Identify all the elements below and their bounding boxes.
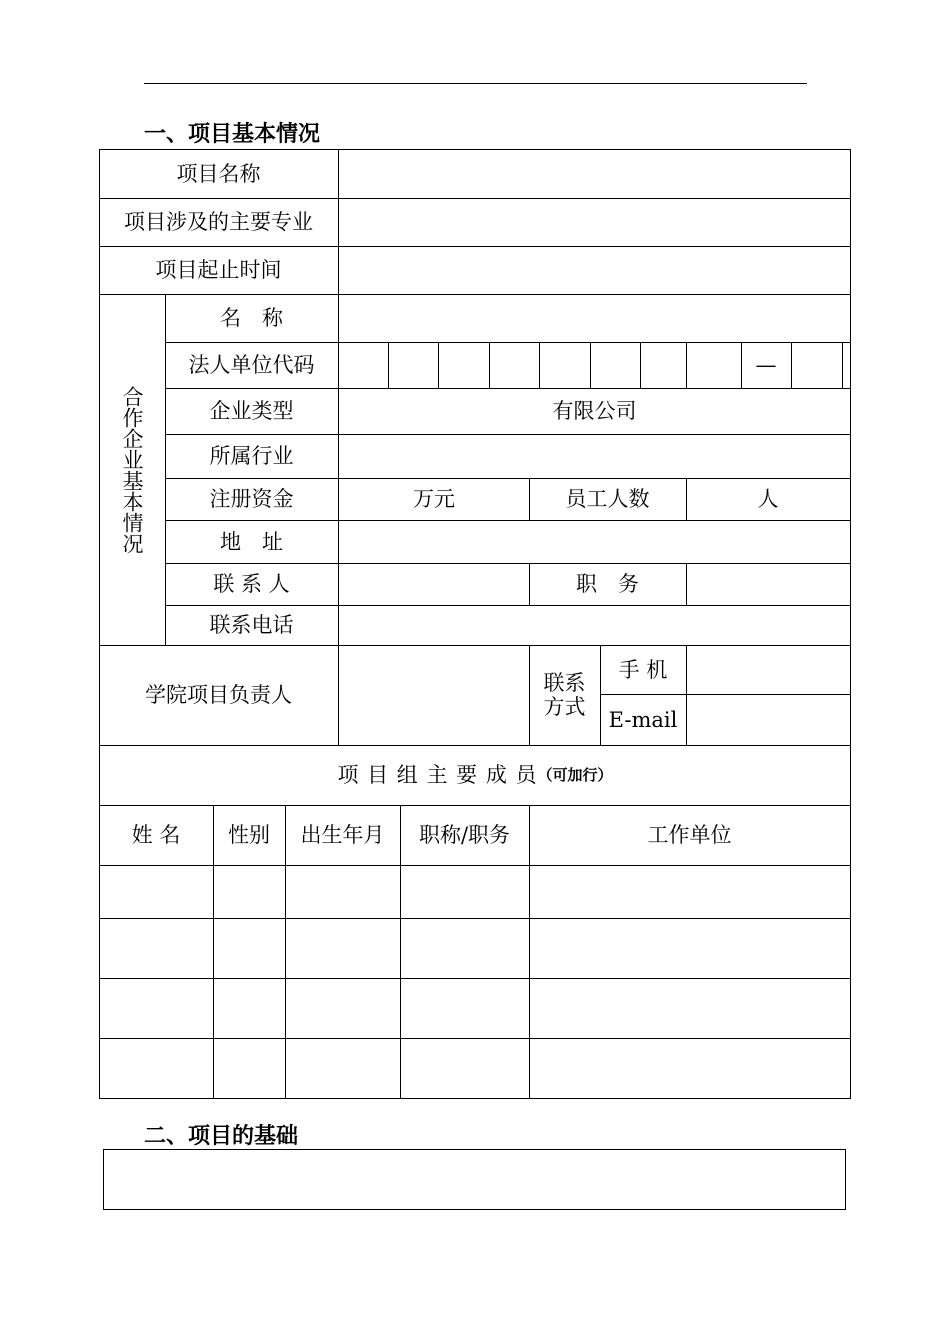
staff-label: 员工人数 — [565, 487, 650, 511]
period-field[interactable] — [339, 247, 850, 294]
section-2-title: 二、项目的基础 — [144, 1124, 299, 1149]
col-unit-header: 工作单位 — [647, 823, 732, 847]
capital-label: 注册资金 — [209, 487, 294, 511]
legal-code-label: 法人单位代码 — [188, 353, 315, 377]
legal-code-dash: — — [755, 353, 777, 377]
major-label: 项目涉及的主要专业 — [124, 210, 313, 234]
leader-label: 学院项目负责人 — [145, 683, 292, 707]
col-title-header: 职称/职务 — [418, 823, 511, 847]
phone-label: 联系电话 — [209, 613, 294, 637]
project-basis-field[interactable] — [103, 1149, 846, 1210]
project-name-field[interactable] — [339, 150, 850, 198]
company-type-label: 企业类型 — [209, 399, 294, 423]
contact-person-field[interactable] — [339, 564, 529, 605]
company-type-value[interactable]: 有限公司 — [552, 399, 637, 423]
partner-name-label: 名 称 — [220, 306, 283, 330]
partner-group-label: 合作企业基本情况 — [120, 385, 144, 554]
col-name-header: 姓 名 — [131, 823, 181, 847]
table-row[interactable] — [100, 979, 850, 1038]
email-field[interactable] — [687, 695, 850, 745]
mobile-field[interactable] — [687, 646, 850, 694]
period-label: 项目起止时间 — [155, 258, 282, 282]
contact-person-label: 联 系 人 — [213, 572, 290, 596]
position-field[interactable] — [687, 564, 850, 605]
staff-unit[interactable]: 人 — [757, 487, 779, 511]
address-label: 地 址 — [220, 529, 283, 554]
industry-label: 所属行业 — [209, 444, 294, 468]
capital-unit[interactable]: 万元 — [413, 487, 455, 511]
project-name-label: 项目名称 — [176, 161, 261, 186]
email-label: E-mail — [608, 707, 678, 732]
col-gender-header: 性别 — [228, 823, 270, 847]
leader-field[interactable] — [339, 646, 529, 745]
address-field[interactable] — [339, 521, 850, 563]
mobile-label: 手 机 — [618, 657, 668, 682]
partner-name-field[interactable] — [339, 295, 850, 342]
phone-field[interactable] — [339, 606, 850, 645]
table-row[interactable] — [100, 866, 850, 918]
section-1-title: 一、项目基本情况 — [144, 122, 321, 147]
contact-way-label: 联系方式 — [543, 671, 586, 719]
position-label: 职 务 — [576, 572, 639, 596]
members-note: （可加行） — [537, 766, 613, 784]
table-row[interactable] — [100, 919, 850, 978]
industry-field[interactable] — [339, 435, 850, 478]
table-row[interactable] — [100, 1039, 850, 1098]
col-birth-header: 出生年月 — [300, 823, 385, 847]
members-title: 项 目 组 主 要 成 员 （可加行） — [337, 763, 613, 787]
major-field[interactable] — [339, 199, 850, 246]
